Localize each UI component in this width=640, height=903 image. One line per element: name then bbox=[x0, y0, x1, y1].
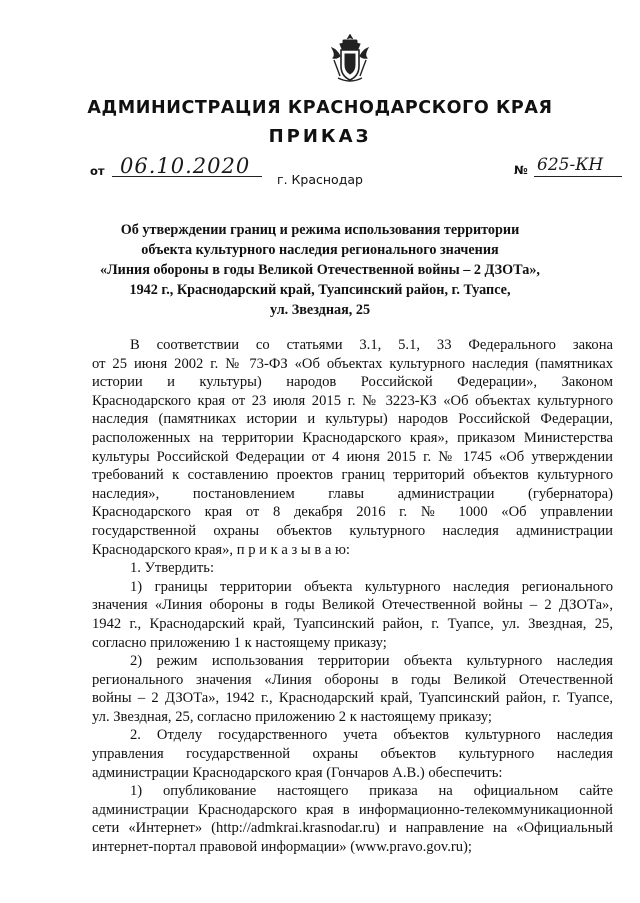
body-line: Краснодарского края от 8 декабря 2016 г. № 1000 «Об управлении bbox=[92, 504, 613, 521]
body-line: Краснодарского края от 23 июля 2015 г. № 3223-КЗ «Об объектах культурного bbox=[92, 392, 613, 409]
body-line: регионального значения «Линия обороны в годы Великой Отечественной bbox=[92, 671, 613, 688]
city-line: г. Краснодар bbox=[277, 172, 363, 187]
body-line: значения «Линия обороны в годы Великой Отечественной войны – 2 ДЗОТа», bbox=[92, 597, 613, 614]
title-line: «Линия обороны в годы Великой Отечественной войны – 2 ДЗОТа», bbox=[100, 262, 540, 278]
body-line: культуры Российской Федерации от 4 июня 2015 г. № 1745 «Об утверждении bbox=[92, 448, 613, 465]
body-line: В соответствии со статьями 3.1, 5.1, 33 Федерального закона bbox=[130, 337, 613, 353]
date-handwritten: 06.10.2020 bbox=[120, 154, 251, 178]
body-line: 1. Утвердить: bbox=[130, 560, 215, 577]
title-line: Об утверждении границ и режима использования территории bbox=[120, 222, 520, 238]
body-line: государственной охраны объектов культурного наследия администрации bbox=[92, 522, 613, 539]
body-line: от 25 июня 2002 г. № 73-ФЗ «Об объектах культурного наследия (памятниках bbox=[92, 355, 613, 372]
body-line: согласно приложению 1 к настоящему приказу; bbox=[92, 634, 387, 651]
coat-of-arms-emblem bbox=[328, 32, 372, 86]
body-line: 1942 г., Краснодарский край, Туапсинский район, г. Туапсе, ул. Звездная, 25, bbox=[92, 615, 613, 632]
body-line: Краснодарского края», п р и к а з ы в а ю: bbox=[92, 541, 350, 558]
title-line: ул. Звездная, 25 bbox=[269, 302, 371, 318]
body-line: требований к составлению проектов границ территорий объектов культурного bbox=[92, 467, 613, 484]
body-line: наследия (памятниках истории и культуры) народов Российской Федерации, bbox=[92, 411, 613, 428]
body-line: истории и культуры) народов Российской Федерации», Законом bbox=[92, 374, 613, 391]
body-line: ул. Звездная, 25, согласно приложению 2 к настоящему приказу; bbox=[92, 708, 492, 725]
number-handwritten: 625-КН bbox=[537, 155, 604, 175]
document-body bbox=[92, 336, 613, 857]
body-line: интернет-портал правовой информации» (www.pravo.gov.ru); bbox=[92, 839, 472, 856]
document-type: ПРИКАЗ bbox=[268, 126, 372, 147]
title-line: объекта культурного наследия регионального значения bbox=[141, 242, 499, 258]
body-line: 1) опубликование настоящего приказа на официальном сайте bbox=[130, 783, 613, 800]
body-line: управления государственной охраны объектов культурного наследия bbox=[92, 746, 613, 763]
number-prefix: № bbox=[514, 163, 528, 177]
body-line: администрации Краснодарского края в информационно-телекоммуникационной bbox=[92, 801, 613, 818]
date-prefix: от bbox=[90, 164, 105, 178]
body-line: сети «Интернет» (http://admkrai.krasnodar.ru) и направление на «Официальный bbox=[92, 820, 613, 837]
body-line: войны – 2 ДЗОТа», 1942 г., Краснодарский край, Туапсинский район, г. Туапсе, bbox=[92, 690, 613, 707]
title-line: 1942 г., Краснодарский край, Туапсинский район, г. Туапсе, bbox=[129, 282, 511, 298]
document-title bbox=[60, 220, 580, 320]
body-line: 2. Отделу государственного учета объектов культурного наследия bbox=[130, 727, 613, 744]
body-line: расположенных на территории Краснодарского края», приказом Министерства bbox=[92, 429, 613, 446]
body-line: наследия», постановлением главы администрации (губернатора) bbox=[92, 485, 613, 502]
body-line: 1) границы территории объекта культурного наследия регионального bbox=[130, 578, 613, 595]
body-line: 2) режим использования территории объекта культурного наследия bbox=[130, 653, 613, 670]
body-line: администрации Краснодарского края (Гончаров А.В.) обеспечить: bbox=[92, 764, 503, 781]
organization-name: АДМИНИСТРАЦИЯ КРАСНОДАРСКОГО КРАЯ bbox=[87, 98, 553, 118]
